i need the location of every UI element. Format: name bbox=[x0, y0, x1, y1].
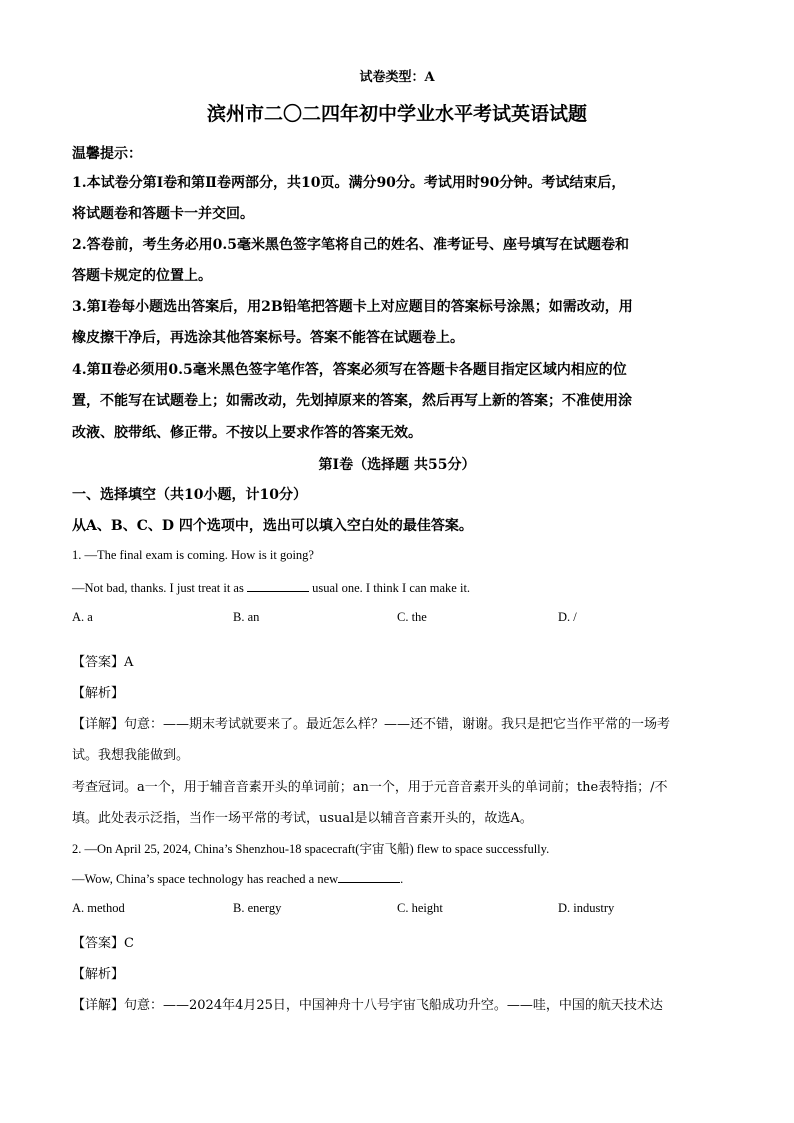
answer-label: 【答案】C bbox=[72, 936, 134, 951]
option-a: A. a bbox=[72, 610, 93, 624]
part-instruction: 从A、B、C、D 四个选项中，选出可以填入空白处的最佳答案。 bbox=[72, 518, 473, 534]
notice-line: 改液、胶带纸、修正带。不按以上要求作答的答案无效。 bbox=[72, 425, 422, 441]
stem-text: —Wow, China’s space technology has reached a new bbox=[72, 872, 339, 886]
option-b: B. an bbox=[233, 610, 260, 624]
answer-blank bbox=[338, 870, 400, 883]
stem-text: . bbox=[400, 872, 404, 886]
notice-line: 置，不能写在试题卷上；如需改动，先划掉原来的答案，然后再写上新的答案；不准使用涂 bbox=[72, 393, 632, 409]
answer-label: 【答案】A bbox=[72, 655, 134, 670]
answer-blank bbox=[247, 579, 309, 592]
paper-type: 试卷类型：A bbox=[359, 70, 435, 85]
analysis-label: 【解析】 bbox=[72, 967, 125, 982]
detail-line: 试。我想我能做到。 bbox=[72, 748, 190, 763]
option-b: B. energy bbox=[233, 901, 282, 915]
part-heading: 一、选择填空（共10小题，计10分） bbox=[72, 487, 307, 503]
detail-line: 考查冠词。a一个，用于辅音音素开头的单词前；an一个，用于元音音素开头的单词前；the表特指；/不 bbox=[72, 780, 668, 795]
stem-text: usual one. I think I can make it. bbox=[308, 581, 471, 595]
notice-heading: 温馨提示： bbox=[72, 146, 142, 162]
detail-line: 填。此处表示泛指，当作一场平常的考试，usual是以辅音音素开头的，故选A。 bbox=[72, 811, 533, 826]
analysis-label: 【解析】 bbox=[72, 686, 125, 701]
option-c: C. height bbox=[397, 901, 443, 915]
question-stem: 1. —The final exam is coming. How is it going? bbox=[72, 548, 314, 562]
option-a: A. method bbox=[72, 901, 125, 915]
question-stem bbox=[72, 870, 732, 887]
question-stem bbox=[72, 579, 732, 596]
notice-line: 橡皮擦干净后，再选涂其他答案标号。答案不能答在试题卷上。 bbox=[72, 330, 464, 346]
notice-line: 4.第Ⅱ卷必须用0.5毫米黑色签字笔作答，答案必须写在答题卡各题目指定区域内相应的位 bbox=[72, 362, 627, 378]
stem-text: —Not bad, thanks. I just treat it as bbox=[72, 581, 247, 595]
option-d: D. industry bbox=[558, 901, 615, 915]
page-title: 滨州市二〇二四年初中学业水平考试英语试题 bbox=[206, 103, 587, 125]
question-stem: 2. —On April 25, 2024, China’s Shenzhou-18 spacecraft(宇宙飞船) flew to space successfully. bbox=[72, 842, 550, 856]
section-title: 第Ⅰ卷（选择题 共55分） bbox=[318, 457, 476, 473]
notice-line: 1.本试卷分第Ⅰ卷和第Ⅱ卷两部分，共10页。满分90分。考试用时90分钟。考试结束后， bbox=[72, 175, 626, 191]
notice-line: 2.答卷前，考生务必用0.5毫米黑色签字笔将自己的姓名、准考证号、座号填写在试题卷和 bbox=[72, 237, 629, 253]
detail-line: 【详解】句意：——期末考试就要来了。最近怎么样？——还不错，谢谢。我只是把它当作平常的一场考 bbox=[72, 717, 671, 732]
detail-line: 【详解】句意：——2024年4月25日，中国神舟十八号宇宙飞船成功升空。——哇，中国的航天技术达 bbox=[72, 998, 663, 1013]
notice-line: 3.第Ⅰ卷每小题选出答案后，用2B铅笔把答题卡上对应题目的答案标号涂黑；如需改动，用 bbox=[72, 299, 633, 315]
option-d: D. / bbox=[558, 610, 577, 624]
notice-line: 将试题卷和答题卡一并交回。 bbox=[72, 206, 254, 222]
option-c: C. the bbox=[397, 610, 427, 624]
notice-line: 答题卡规定的位置上。 bbox=[72, 268, 212, 284]
